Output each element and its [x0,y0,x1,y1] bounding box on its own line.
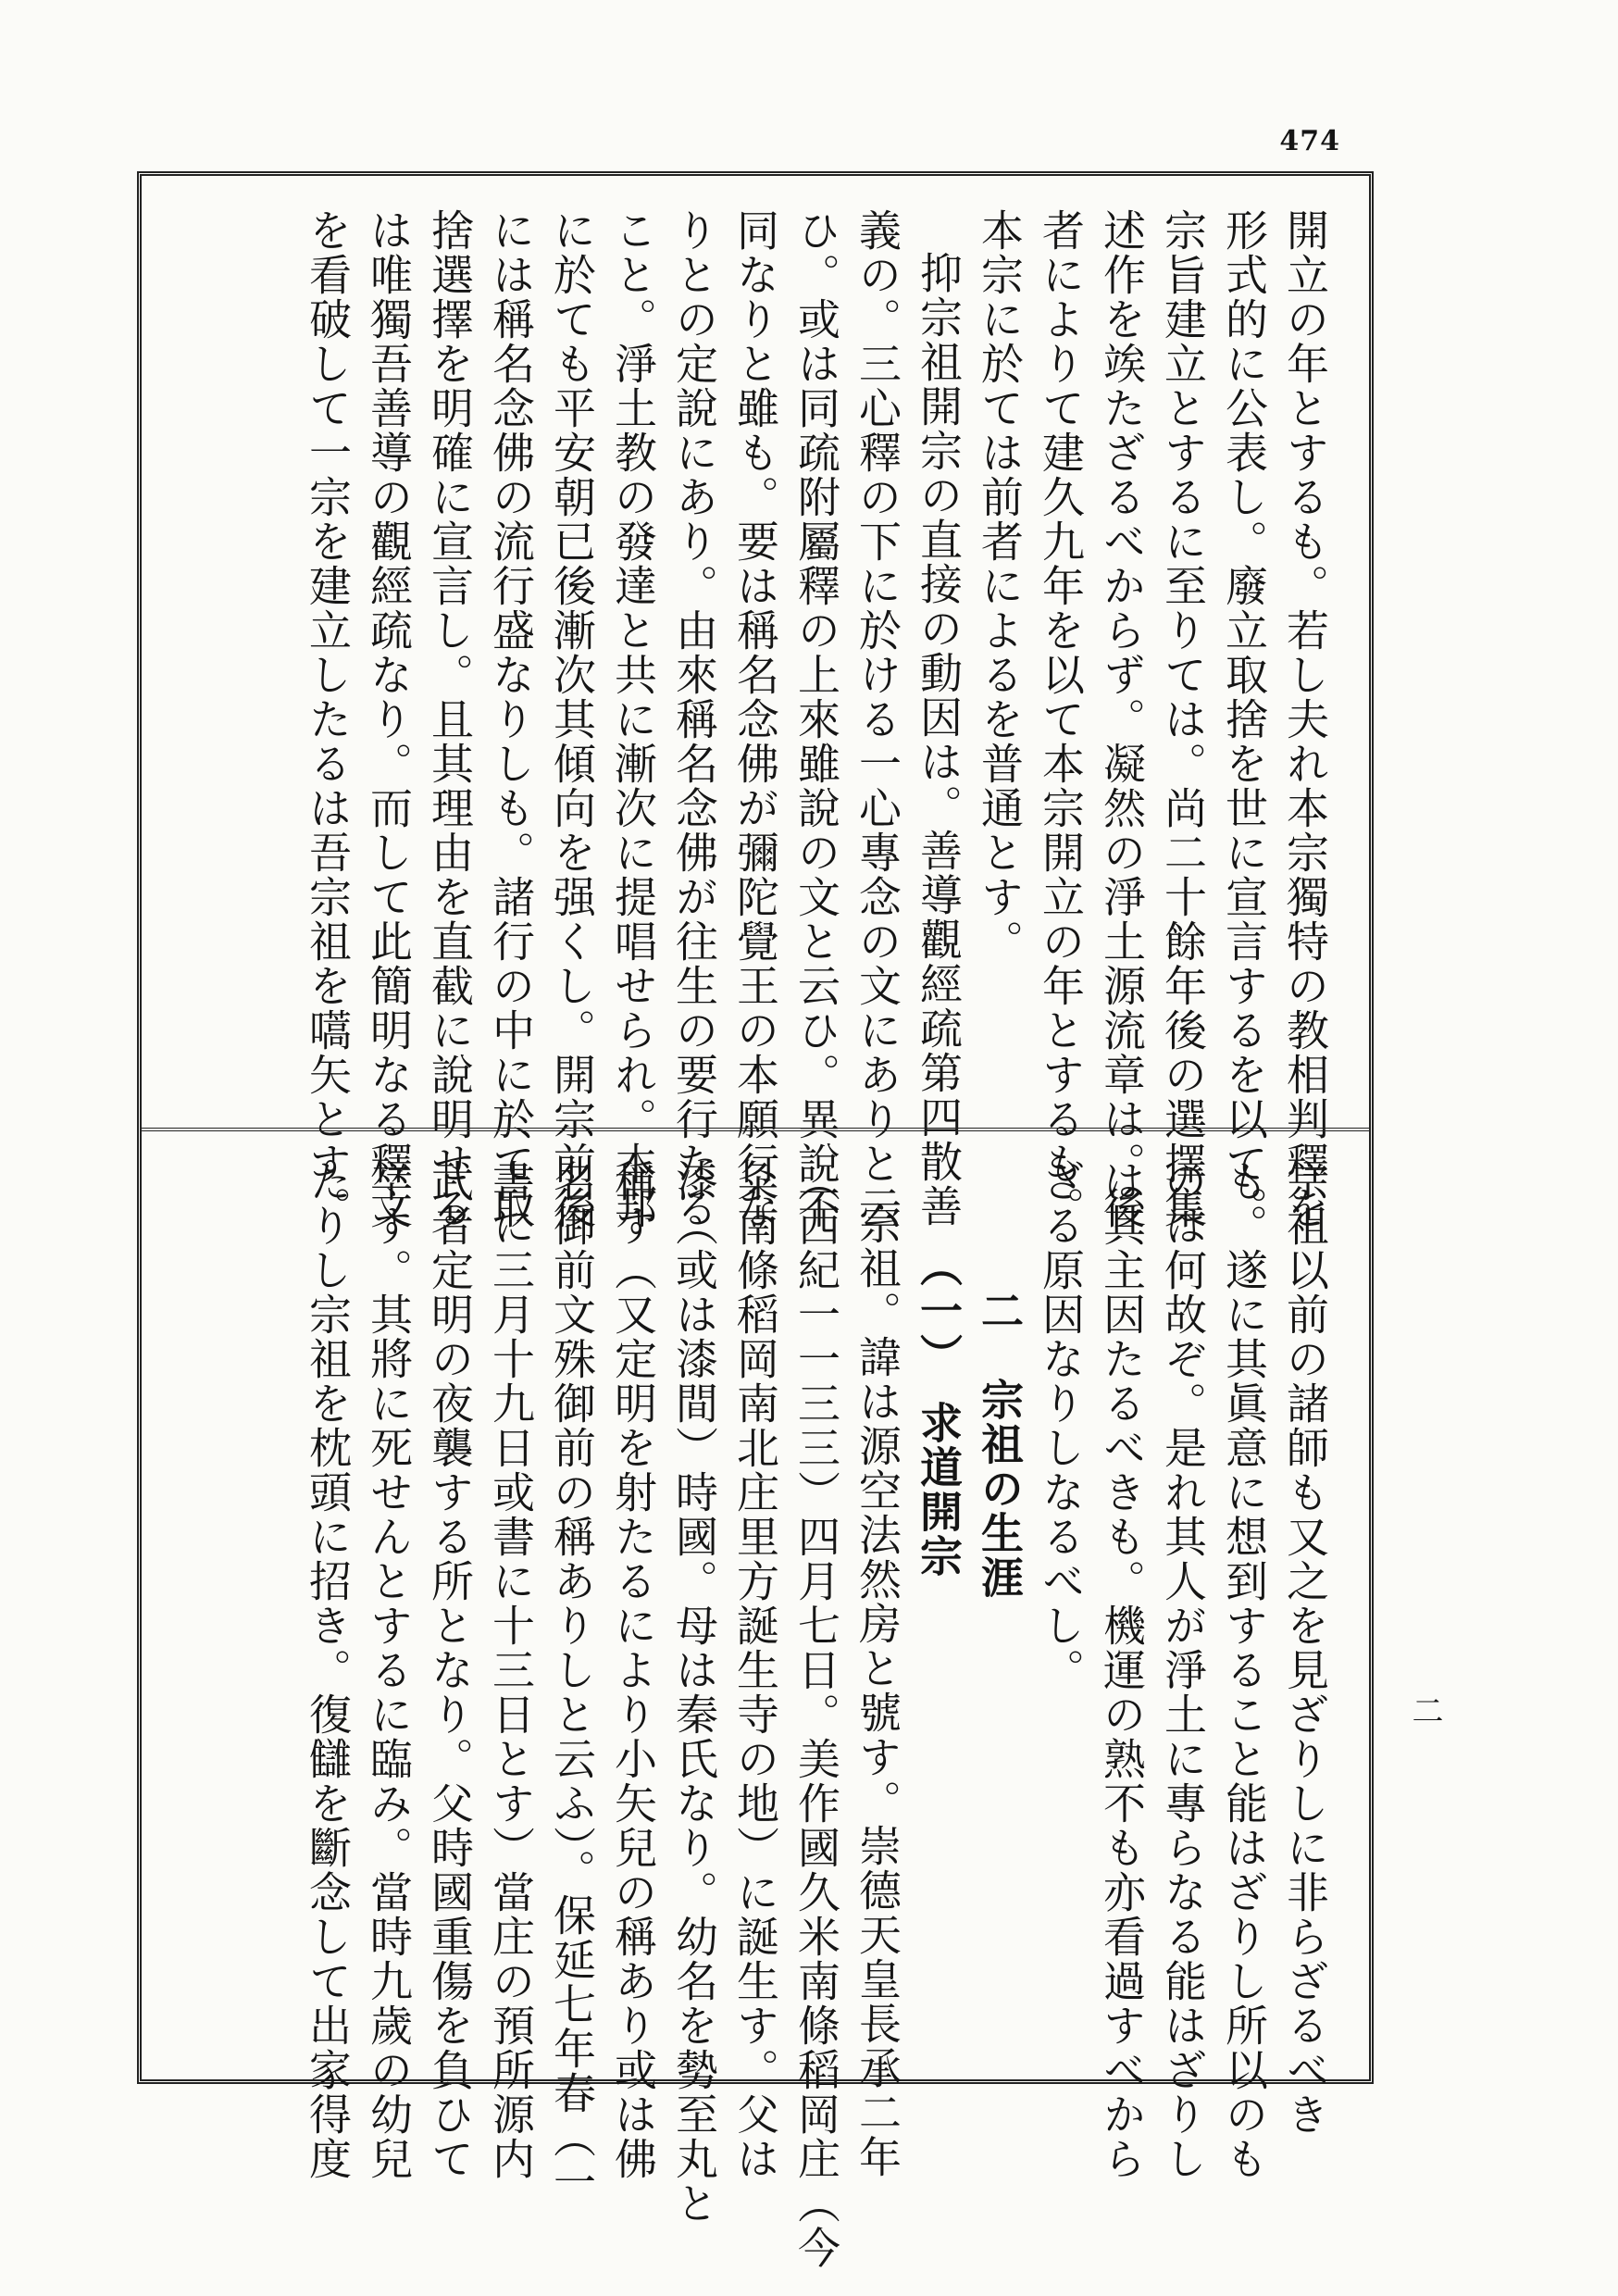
text-line: 者によりて建久九年を以て本宗開立の年とするも。 [1036,208,1086,1230]
section-divider [142,1128,1369,1131]
text-line: のは何故ぞ。是れ其人が淨土に專らなる能はざりし [1158,1159,1208,2181]
text-line: 宗旨建立とするに至りては。尚二十餘年後の選擇集 [1158,208,1208,1230]
text-line: ざる原因なりしなるべし。 [1036,1159,1086,1692]
text-line: 漆（或は漆間）時國。母は秦氏なり。幼名を勢至丸と [669,1159,719,2226]
text-line: は唯獨吾善導の觀經疏なり。而して此簡明なる釋文 [364,208,414,1230]
text-line: （西紀一一三三）四月七日。美作國久米南條稻岡庄（今 [791,1159,841,2270]
text-line: 捨選擇を明確に宣言し。且其理由を直截に說明せる [425,208,475,1230]
text-line: 開立の年とするも。若し夫れ本宗獨特の教相判釋を [1280,208,1330,1230]
upper-text-block [175,208,1336,1230]
text-line: 名御前文殊御前の稱ありしと云ふ）。保延七年春（一 [547,1159,597,2204]
text-line: こと。淨土教の發達と共に漸次に提唱せられ。本邦 [608,208,658,1230]
margin-page-marker: 二 [1406,1694,1443,1726]
text-line: 本宗に於ては前者によるを普通とす。 [975,208,1025,964]
text-line: 粂南條稻岡南北庄里方誕生寺の地）に誕生す。父は [730,1159,780,2181]
text-line: に於ても平安朝已後漸次其傾向を强くし。開宗前後 [547,208,597,1230]
lower-text-block [175,1159,1336,2270]
text-line: 抑宗祖開宗の直接の動因は。善導觀經疏第四散善 [914,251,964,1229]
text-line: りとの定說にあり。由來稱名念佛が往生の要行たる [669,208,719,1230]
section-heading: 二 宗祖の生涯 [975,1289,1025,1600]
text-line: 述作を竢たざるべからず。凝然の淨土源流章は。後 [1097,208,1147,1230]
text-line: 武者定明の夜襲する所となり。父時國重傷を負ひて [425,1159,475,2181]
text-line: 書に三月十九日或書に十三日とす）當庄の預所源内 [486,1159,536,2181]
text-line: 宗祖。諱は源空法然房と號す。崇德天皇長承二年 [853,1202,902,2179]
text-line: は其主因たるべきも。機運の熟不も亦看過すべから [1097,1159,1147,2181]
text-line: を看破して一宗を建立したるは吾宗祖を嚆矢とす。 [303,208,353,1230]
text-line: 卒す。其將に死せんとするに臨み。當時九歲の幼兒 [364,1159,414,2181]
text-line: には稱名念佛の流行盛なりしも。諸行の中に於て取 [486,208,536,1230]
text-line: 同なりと雖も。要は稱名念佛が彌陀覺王の本願行な [730,208,780,1230]
text-line: たりし宗祖を枕頭に招き。復讎を斷念して出家得度 [303,1159,353,2181]
page-frame [137,171,1374,2270]
text-line: 形式的に公表し。廢立取捨を世に宣言するを以て。 [1219,208,1269,1230]
text-line: ひ。或は同疏附屬釋の上來雖說の文と云ひ。異說不 [791,208,841,1230]
text-line: も。遂に其眞意に想到すること能はざりし所以のも [1219,1159,1269,2181]
text-line: 稱す（又定明を射たるにより小矢兒の稱あり或は佛 [608,1159,658,2181]
text-line: 義の。三心釋の下に於ける一心專念の文にありと云 [853,208,902,1230]
page-number: 474 [1279,125,1340,157]
subsection-heading: （一） 求道開宗 [914,1244,964,1578]
text-line: 宗祖以前の諸師も又之を見ざりしに非らざるべき [1280,1159,1330,2137]
